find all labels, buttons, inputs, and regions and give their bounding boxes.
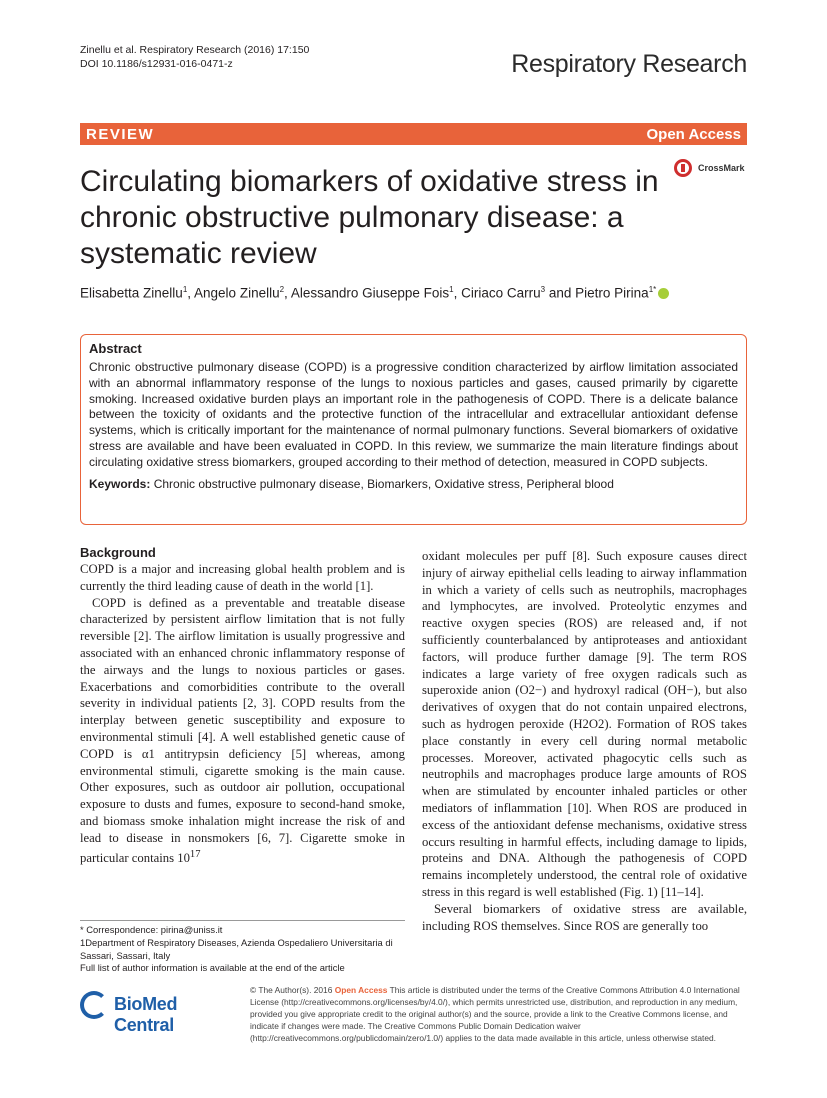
author-affiliation: 1: [182, 285, 188, 294]
left-column: [80, 545, 405, 867]
footnote-divider: [80, 920, 405, 921]
journal-name: Respiratory Research: [511, 50, 747, 78]
orcid-icon[interactable]: [658, 288, 669, 299]
abstract-box: [80, 334, 747, 525]
footnotes: [80, 924, 405, 975]
section-heading: Background: [80, 545, 156, 560]
author-name: Ciriaco Carru: [461, 285, 541, 301]
license-body: This article is distributed under the terms of the Creative Commons Attribution 4.0 International License (http://creativecommons.org/licenses/by/4.0/), which permits unrestricted use, distribution, and reproduction in any medium, provided you give appropriate credit to the original author(s) and the source, provide a link to the Creative Commons license, and indicate if changes were made. The Creative Commons Public Domain Dedication waiver (http://creativecommons.org/publicdomain/zero/1.0/) applies to the data made available in this article, unless otherwise stated.: [250, 985, 740, 1043]
keywords: [89, 477, 738, 491]
copyright: © The Author(s). 2016: [250, 985, 333, 995]
publisher-logo: [80, 987, 240, 1035]
paragraph-text: COPD is defined as a preventable and treatable disease characterized by persistent airflow limitation that is not fully reversible [2]. The airflow limitation is usually progressive and associated with an enhanced chronic inflammatory response of the airways and the lungs to noxious particles or gases. Exacerbations and comorbidities contribute to the overall severity in individual patients [2, 3]. COPD results from the interplay between genetic susceptibility and exposure to environmental stimuli [4]. A well established genetic cause of COPD is α1 antitrypsin deficiency [5] whereas, among environmental stimuli, cigarette smoking is the main cause. Other exposures, such as outdoor air pollution, occupational exposure to dusts and fumes, exposure to second-hand smoke, and biomass smoke inhalation might increase the risk of and lead to disease in nonsmokers [6, 7]. Cigarette smoke in particular contains 10: [80, 595, 405, 865]
article-type-banner: [80, 123, 747, 145]
keywords-label: Keywords:: [89, 476, 151, 491]
exponent: 17: [189, 848, 201, 860]
paragraph: [80, 595, 405, 867]
open-access-label: Open Access: [646, 126, 741, 143]
author-affiliation: 1*: [648, 285, 657, 294]
author-info-note: Full list of author information is available at the end of the article: [80, 962, 345, 974]
paragraph: oxidant molecules per puff [8]. Such exposure causes direct injury of airway epithelial cells leading to airway inflammation in which a variety of cells such as neutrophils, macrophages and lymphocytes, are involved. Proteolytic enzymes and reactive oxygen species (ROS) are released and, if not sufficiently counterbalanced by antiproteases and antioxidant factors, will produce further damage [9]. The term ROS indicates a large variety of free oxygen radicals such as superoxide anion (O2−) and hydroxyl radical (OH−), but also derivatives of oxygen that do not contain unpaired electrons, such as hydrogen peroxide (H2O2). Formation of ROS takes place constantly in every cell during normal metabolic processes. Moreover, activated phagocytic cells such as neutrophils and macrophages produce large amounts of ROS when are stimulated by encounter inhaled particles or other mediators of inflammation [10]. When ROS are produced in excess of the antioxidant defense mechanisms, oxidative stress occurs resulting in harmful effects, including damage to lipids, proteins and DNA. Although the pathogenesis of COPD remains incompletely understood, the central role of oxidative stress in this regard is well established (Fig. 1) [11–14].: [422, 549, 747, 899]
abstract-heading: Abstract: [89, 341, 142, 356]
right-column: [422, 548, 747, 934]
author-name: Alessandro Giuseppe Fois: [290, 285, 450, 301]
publisher-logo-text: BioMed Central: [114, 994, 178, 1035]
author-affiliation: 3: [540, 285, 546, 294]
crossmark-badge[interactable]: [672, 158, 750, 186]
author-name: Pietro Pirina: [575, 285, 649, 301]
author-list: Elisabetta Zinellu$^1$, Angelo Zinellu$^2$, Alessandro Giuseppe Fois$^1$, Ciriaco Carru$^3$ and Pietro Pirina$^{1*}$: [80, 285, 669, 301]
keywords-text: Chronic obstructive pulmonary disease, Biomarkers, Oxidative stress, Peripheral blood: [153, 476, 614, 491]
crossmark-label: CrossMark: [698, 163, 745, 173]
author-affiliation: 1: [449, 285, 454, 294]
abstract-text: Chronic obstructive pulmonary disease (COPD) is a progressive condition characterized by airflow limitation associated with an abnormal inflammatory response of the lungs to noxious particles and gases, caused primarily by cigarette smoking. Increased oxidative burden plays an important role in the pathogenesis of COPD. There is a delicate balance between the toxicity of oxidants and the protective function of the intracellular and extracellular antioxidant defense systems, which is critically important for the maintenance of normal pulmonary functions. Several biomarkers of oxidative stress are available and have been evaluated in COPD. In this review, we summarize the main literature findings about circulating oxidative stress biomarkers, grouped according to their method of detection, measured in COPD subjects.: [89, 360, 738, 469]
article-type-label: REVIEW: [86, 126, 155, 143]
article-title: Circulating biomarkers of oxidative stress in chronic obstructive pulmonary disease: a systematic review: [80, 165, 659, 270]
author-name: Elisabetta Zinellu: [80, 285, 183, 301]
doi-line: DOI 10.1186/s12931-016-0471-z: [80, 58, 233, 70]
author-affiliation: 2: [279, 285, 285, 294]
correspondence: * Correspondence: pirina@uniss.it: [80, 924, 223, 935]
license-text: [250, 984, 750, 1044]
citation-line: Zinellu et al. Respiratory Research (2016) 17:150: [80, 44, 310, 56]
publisher-logo-icon: [80, 991, 108, 1019]
crossmark-icon: [674, 159, 692, 177]
paragraph: COPD is a major and increasing global health problem and is currently the third leading cause of death in the world [1].: [80, 562, 405, 593]
open-access-tag: Open Access: [334, 985, 388, 995]
affiliation: 1Department of Respiratory Diseases, Azienda Ospedaliero Universitaria di Sassari, Sassari, Italy: [80, 936, 393, 961]
author-name: Angelo Zinellu: [194, 285, 280, 301]
paragraph: Several biomarkers of oxidative stress are available, including ROS themselves. Since ROS are generally too: [422, 901, 747, 933]
